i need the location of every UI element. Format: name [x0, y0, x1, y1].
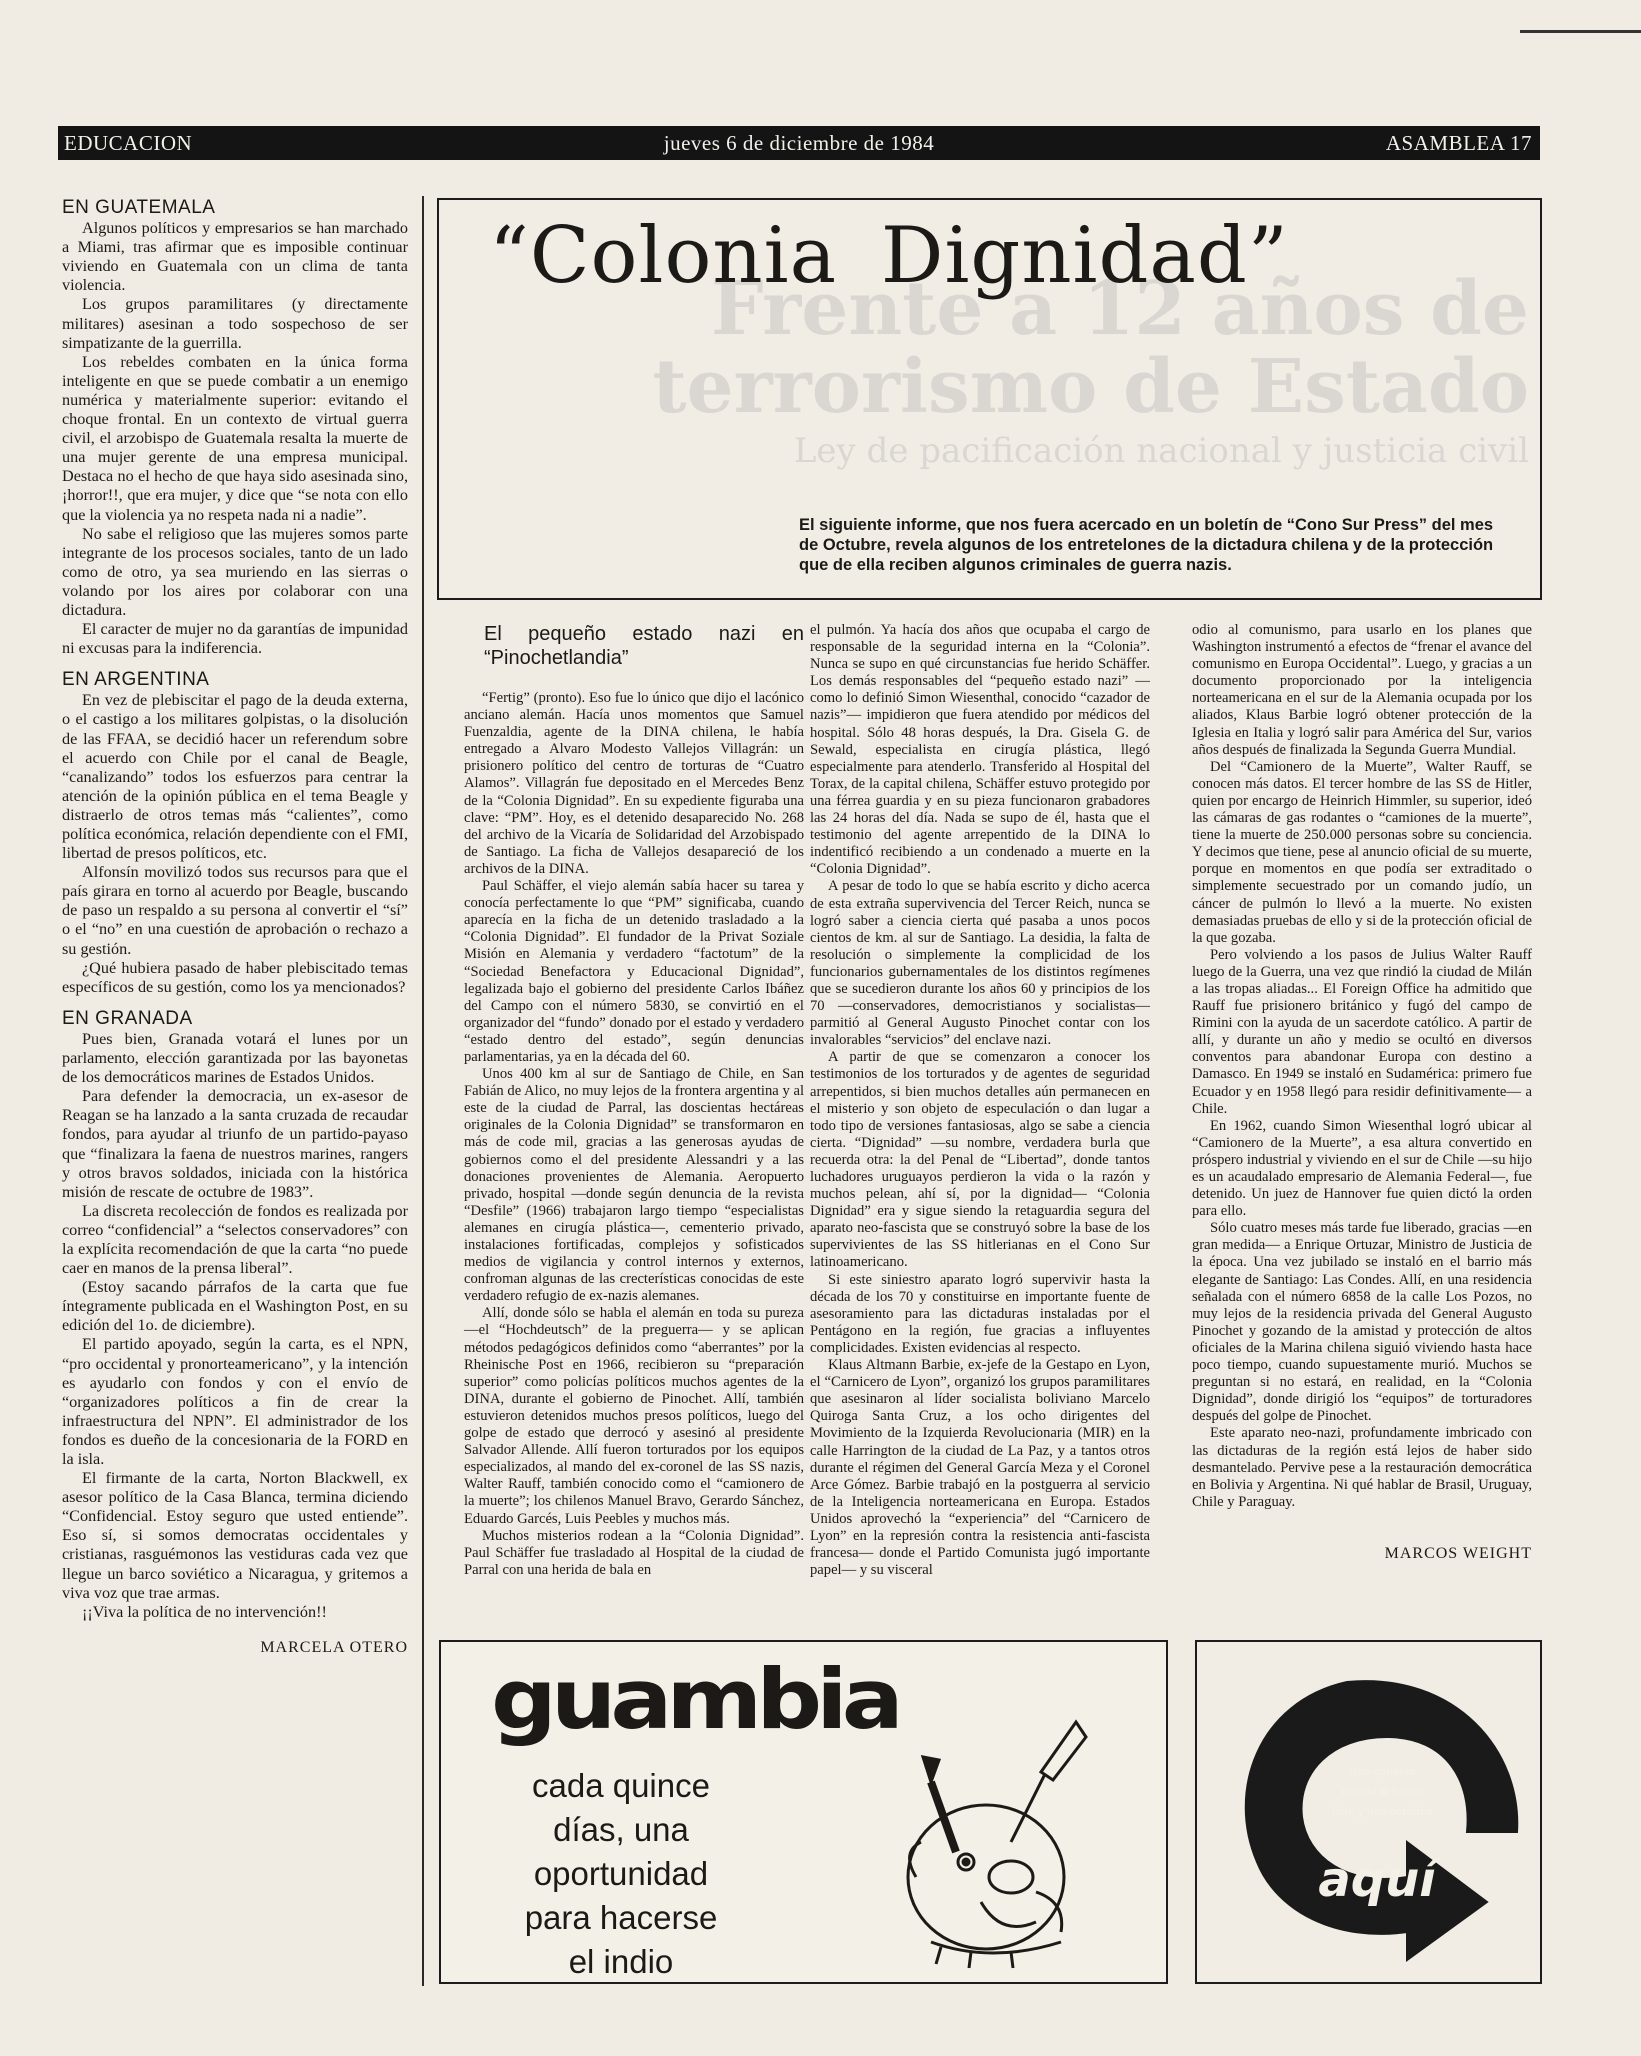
left-column: [62, 198, 408, 1657]
paragraph: Muchos misterios rodean a la “Colonia Dignidad”. Paul Schäffer fue trasladado al Hospital de la ciudad de Parral con una herida de bala en: [464, 1527, 804, 1578]
aqui-tagline: [1307, 1762, 1457, 1822]
tagline-line: Una apuesta: [1349, 1766, 1415, 1778]
paragraph: Los rebeldes combaten en la única forma inteligente en que se puede combatir a un enemigo numérica y materialmente superior: evitando el choque frontal. En un contexto de virtual guerra civil, el arzobispo de Guatemala resalta la muerte de una mujer gerente de una empresa municipal. Destaca no el hecho de que haya sido asesinada sino, ¡horror!!, que era mujer, y dice que “se nota con ello que la violencia ya no respeta nada ni a nadie”.: [62, 352, 408, 524]
section-heading: EN GRANADA: [62, 1007, 193, 1029]
author-signature: MARCOS WEIGHT: [1384, 1544, 1532, 1562]
paragraph: (Estoy sacando párrafos de la carta que fue íntegramente publicada en el Washington Post, en su edición del 1o. de diciembre).: [62, 1278, 408, 1335]
article-title-box: [437, 198, 1542, 600]
paragraph: Sólo cuatro meses más tarde fue liberado, gracias —en gran medida— a Enrique Ortuzar, Ministro de Justicia de la época. Una vez jubilado se instaló en el barrio más elegante de Santiago: Las Condes. Allí, en una residencia señalada con el número 6858 de la calle Los Pozos, no muy lejos de la residencia privada del General Augusto Pinochet y gozando de la amistad y protección de altos oficiales de la Marina chilena siguió viviendo hasta hace poco tiempo, cuando supuestamente murió. Muchos se preguntan si no estará, en realidad, en la “Colonia Dignidad”, donde dirigió los “equipos” de torturadores después del golpe de Pinochet.: [1192, 1220, 1532, 1425]
page-label: ASAMBLEA 17: [1385, 131, 1532, 155]
tagline-line: directa al futuro: [1340, 1786, 1424, 1798]
paragraph: El caracter de mujer no da garantías de impunidad ni excusas para la indiferencia.: [62, 620, 408, 658]
guambia-logo: guambia: [491, 1651, 898, 1748]
tagline-line: libre y democrático: [1331, 1806, 1433, 1818]
section-argentina: [62, 670, 408, 997]
paragraph: A partir de que se comenzaron a conocer los testimonios de los torturados y de agentes de seguridad arrepentidos, si bien muchos detalles aún permanecen en el misterio y son objeto de especulación o dan lugar a todo tipo de versiones fantasiosas, algo se sabe a ciencia cierta. “Dignidad” —su nombre, verdadera burla que recuerda otra: la del Penal de “Libertad”, donde tantos luchadores uruguayos perdieron la vida o la razón y muchos pelean, ahí sí, por la dignidad— “Colonia Dignidad” era y sigue siendo la retaguardia segura del aparato neo-fascista que se construyó sobre la base de los supervivientes de las SS hitlerianas en el Cono Sur latinoamericano.: [810, 1049, 1150, 1271]
slogan-line: el indio: [568, 1943, 674, 1980]
paragraph: Pero volviendo a los pasos de Julius Walter Rauff luego de la Guerra, una vez que rindió la ciudad de Milán a las tropas aliadas... El Foreign Office ha admitido que Rauff fue prisionero británico y fugó del campo de Rimini con la ayuda de un sacerdote católico. A partir de allí, y durante un año y medio se ocultó en diversos conventos para abandonar Europa con destino a Damasco. En 1949 se instaló en Sudamérica: primero fue Ecuador y en 1958 llegó para residir definitivamente— a Chile.: [1192, 946, 1532, 1117]
paragraph: Paul Schäffer, el viejo alemán sabía hacer su tarea y conocía perfectamente lo que “PM” significaba, cuando aparecía en la ficha de un detenido trasladado a la “Colonia Dignidad”. El fundador de la Privat Soziale Misión en Alemania y verdadero “factotum” de la “Sociedad Benefactora y Educacional Dignidad”, legalizada bajo el gobierno del presidente Carlos Ibáñez del Campo con el número 5830, se convirtió en el organizador del “fundo” donado por el estado y verdadero “estado dentro del estado”, según denuncias parlamentarias, ya en la década del 60.: [464, 878, 804, 1065]
guambia-slogan: [471, 1764, 771, 1984]
article-column-3: [1192, 622, 1532, 1562]
paragraph: Klaus Altmann Barbie, ex-jefe de la Gestapo en Lyon, el “Carnicero de Lyon”, organizó los grupos paramilitares que asesinaron al líder socialista boliviano Marcelo Quiroga Santa Cruz, a los ocho dirigentes del Movimiento de la Izquierda Revolucionaria (MIR) en la calle Harrington de la ciudad de La Paz, y a tantos otros durante el régimen del General García Meza y el Coronel Arce Gómez. Barbie trabajó en la postguerra al servicio de la Inteligencia norteamericana en Europa. Estados Unidos aprovechó la “experiencia” del “Carnicero de Lyon” en la represión contra la resistencia anti-fascista francesa— donde el Partido Comunista jugó importante papel— y su visceral: [810, 1357, 1150, 1579]
article-intro: El siguiente informe, que nos fuera acercado en un boletín de “Cono Sur Press” del mes de Octubre, revela algunos de los entretelones de la dictadura chilena y de la protección que de ella reciben algunos criminales de guerra nazis.: [799, 516, 1494, 574]
slogan-line: días, una: [553, 1811, 689, 1848]
paragraph: ¡¡Viva la política de no intervención!!: [82, 1602, 327, 1621]
section-heading: EN GUATEMALA: [62, 197, 216, 218]
paragraph: el pulmón. Ya hacía dos años que ocupaba el cargo de responsable de la seguridad interna en la “Colonia”. Nunca se supo en qué circunstancias fue herido Schäffer. Los demás responsables del “pequeño estado nazi” —como lo definió Simon Wiesenthal, conocido “cazador de nazis”— impidieron que fuera atendido por médicos del hospital. Sólo 48 horas después, la Dra. Gisela G. de Sewald, especialista en cirugía plástica, llegó especialmente para atenderlo. Transferido al Hospital del Torax, de la capital chilena, Schäffer estuvo protegido por una férrea guardia y en su pieza funcionaron grabadores las 24 horas del día. Nada se supo de él, hasta que el testimonio del agente arrepentido de la DINA lo indentificó recibiendo a un condenado a muerte en la “Colonia Dignidad”.: [810, 622, 1150, 878]
paragraph: Algunos políticos y empresarios se han marchado a Miami, tras afirmar que es imposible continuar viviendo en Guatemala con un clima de tanta violencia.: [62, 219, 408, 295]
aqui-advertisement: [1195, 1640, 1542, 1984]
slogan-line: cada quince: [532, 1767, 710, 1804]
author-signature: MARCELA OTERO: [260, 1638, 408, 1656]
paragraph: Allí, donde sólo se habla el alemán en toda su pureza —el “Hochdeutsch” de la preguerra— y se aplican métodos pedagógicos definidos como “aberrantes” por la Rheinische Post en 1966, recibieron su “preparación superior” como policías políticos muchos agentes de la DINA, durante el gobierno de Pinochet. Allí, también estuvieron detenidos muchos presos políticos, luego del golpe de estado que derrocó y asesinó al presidente Salvador Allende. Allí fueron torturados por los equipos especializados, al mando del ex-coronel de las SS nazis, Walter Rauff, también conocido como el “camionero de la muerte”; los chilenos Manuel Bravo, Gerardo Sánchez, Eduardo Garcés, Luis Peebles y muchos más.: [464, 1305, 804, 1527]
page-header-bar: [58, 126, 1540, 160]
section-guatemala: [62, 198, 408, 658]
article-column-1: [464, 622, 804, 1579]
column-divider: [422, 196, 424, 1986]
slogan-line: oportunidad: [533, 1855, 709, 1892]
paragraph: odio al comunismo, para usarlo en los planes que Washington instrumentó a efectos de “frenar el avance del comunismo en Europa Occidental”. Luego, y gracias a un documento proporcionado por la inteligencia norteamericana en el sur de la Alemania ocupada por los aliados, Klaus Barbie logró obtener protección de la Iglesia en Italia y logró salir para América del Sur, varios años después de finalizada la Segunda Guerra Mundial.: [1192, 622, 1533, 758]
paragraph: A pesar de todo lo que se había escrito y dicho acerca de esta extraña supervivencia del Tercer Reich, nunca se logró saber a ciencia cierta qué pasaba a unos pocos cientos de km. al sur de Santiago. La desidia, la falta de resolución o simplemente la complicidad de los funcionarios gubernamentales de los distintos regímenes que se sucedieron durante los años 60 y principios de los 70 —conservadores, democristianos y socialistas— parmitió al General Augusto Pinochet contar con los invalorables “servicios” del enclave nazi.: [810, 878, 1150, 1049]
paragraph: “Fertig” (pronto). Eso fue lo único que dijo el lacónico anciano alemán. Hacía unos momentos que Samuel Fuenzaldia, agente de la DINA chilena, le había entregado a Alvaro Modesto Vallejos Villagrán: un prisionero político del centro de torturas de “Cuatro Alamos”. Villagrán fue depositado en el Mercedes Benz de la “Colonia Dignidad”. En su expediente figuraba una clave: “PM”. Hoy, es el detenido desaparecido No. 268 del archivo de la Vicaría de Solidaridad del Arzobispado de Santiago. La ficha de Vallejos desapareció de los archivos de la DINA.: [464, 690, 804, 877]
aqui-logo: aquí: [1318, 1852, 1436, 1908]
section-name: EDUCACION: [64, 131, 193, 155]
paragraph: Del “Camionero de la Muerte”, Walter Rauff, se conocen más datos. El tercer hombre de las SS de Hitler, quien por encargo de Heinrich Himmler, su superior, ideó las cámaras de gas rodantes o “camiones de la muerte”, tiene la muerte de 250.000 personas sobre su conciencia. Y decimos que tiene, pese al anuncio oficial de su muerte, porque en momentos en que podía ser extraditado o simplemente secuestrado por un comando judío, un cáncer de pulmón lo llevó a la muerte. No existen demasiadas pruebas de ello y si de la protección oficial de la que gozaba.: [1192, 758, 1532, 946]
section-granada: [62, 1009, 408, 1622]
bleed-through-print: Frente a 12 años de terrorismo de Estado Ley de pacificación nacional y justicia civil: [652, 266, 1529, 471]
guambia-advertisement: [439, 1640, 1168, 1984]
paragraph: El partido apoyado, según la carta, es el NPN, “pro occidental y pronorteamericano”, y la intención es ayudarlo con fondos y con el envío de “organizadores políticos a fin de crear la infraestructura del NPN”. El administrador de los fondos es dueño de la concesionaria de la FORD en la isla.: [62, 1335, 408, 1468]
cartoon-character-illustration: [861, 1702, 1131, 1972]
paragraph: En 1962, cuando Simon Wiesenthal logró ubicar al “Camionero de la Muerte”, a esa altura convertido en próspero industrial y viviendo en el sur de Chile —su hijo es un acaudalado empresario de Alemania Federal—, fue detenido. Un juez de Hannover fue quien dictó la orden para ello.: [1192, 1117, 1532, 1220]
section-heading: EN ARGENTINA: [62, 669, 210, 691]
paragraph: ¿Qué hubiera pasado de haber plebiscitado temas específicos de su gestión, como los ya mencionados?: [62, 958, 408, 996]
paragraph: Para defender la democracia, un ex-asesor de Reagan se ha lanzado a la santa cruzada de recaudar fondos, para ayudar al triunfo de un partido-payaso que “finalizara la faena de nuestros marines, rangers y otros bravos soldados, iniciada con la histórica misión de rescate de octubre de 1983”.: [62, 1087, 408, 1201]
paragraph: Este aparato neo-nazi, profundamente imbricado con las dictaduras de la región está lejos de haber sido desmantelado. Pervive pese a la restauración democrática en Bolivia y Argentina. Ni qué hablar de Brasil, Uruguay, Chile y Paraguay.: [1192, 1425, 1532, 1510]
paragraph: La discreta recolección de fondos es realizada por correo “confidencial” a “selectos conservadores” con la explícita recomendación de que la carta “no puede caer en manos de la prensa liberal”.: [62, 1201, 408, 1278]
paragraph: En vez de plebiscitar el pago de la deuda externa, o el castigo a los militares golpistas, o la disolución de las FFAA, se decidió hacer un referendum sobre el acuerdo con Chile por el canal de Beagle, “canalizando” todos los esfuerzos para centrar la atención de la opinión pública en el tema Beagle y distraerlo de otros temas más “calientes”, como política económica, relación dependiente con el FMI, libertad de presos políticos, etc.: [62, 691, 408, 863]
paragraph: Unos 400 km al sur de Santiago de Chile, en San Fabián de Alico, no muy lejos de la frontera argentina y al este de la ciudad de Parral, las doscientas hectáreas originales de la Colonia Dignidad” se transformaron en más de code mil, gracias a las generosas ayudas de gobiernos como el del presidente Alessandri y a las donaciones provenientes de Alemania. Aeropuerto privado, hospital —donde según denuncia de la revista “Desfile” (1966) trabajaron largo tiempo “especialistas alemanes en cirugía plástica—, cementerio privado, instalaciones fortificadas, complejos y sofisticados medios de vigilancia y control internos y externos, confroman algunas de las crecterísticas conocidas de este verdadero refugio de ex-nazis alemanes.: [464, 1066, 804, 1305]
paragraph: Si este siniestro aparato logró supervivir hasta la década de los 70 y constituirse en importante fuente de asesoramiento para las dictaduras instaladas por el Pentágono en la región, fue gracias a influyentes complicidades. Existen evidencias al respecto.: [810, 1271, 1150, 1356]
issue-date: jueves 6 de diciembre de 1984: [663, 131, 935, 155]
paragraph: Los grupos paramilitares (y directamente militares) asesinan a todo sospechoso de ser simpatizante de la guerrilla.: [62, 295, 408, 352]
slogan-line: para hacerse: [524, 1899, 718, 1936]
paragraph: El firmante de la carta, Norton Blackwell, ex asesor político de la Casa Blanca, termina diciendo “Confidencial. Estoy seguro que usted entiende”. Eso sí, si somos democratas occidentales y cristianas, rasguémonos las vestiduras cada vez que llegue un barco soviético a Nicaragua, y gritemos a viva voz que trae armas.: [62, 1469, 408, 1602]
article-column-2: [810, 622, 1150, 1579]
article-title: “Colonia Dignidad”: [489, 211, 1289, 301]
paragraph: Alfonsín movilizó todos sus recursos para que el país girara en torno al acuerdo por Beagle, buscando de paso un respaldo a su persona al convertir el “sí” o el “no” en una cuestión de aprobación o rechazo a su gestión.: [62, 863, 408, 958]
top-edge-rule: [1520, 30, 1641, 33]
article-subheading: El pequeño estado nazi en “Pinochetlandia”: [484, 623, 804, 669]
paragraph: No sabe el religioso que las mujeres somos parte integrante de los procesos sociales, tanto de un lado como de otro, ya sea muriendo en las sierras o volando por los aires por colaborar con una dictadura.: [62, 524, 408, 619]
paragraph: Pues bien, Granada votará el lunes por un parlamento, elección garantizada por las bayonetas de los democráticos marines de Estados Unidos.: [62, 1029, 408, 1087]
